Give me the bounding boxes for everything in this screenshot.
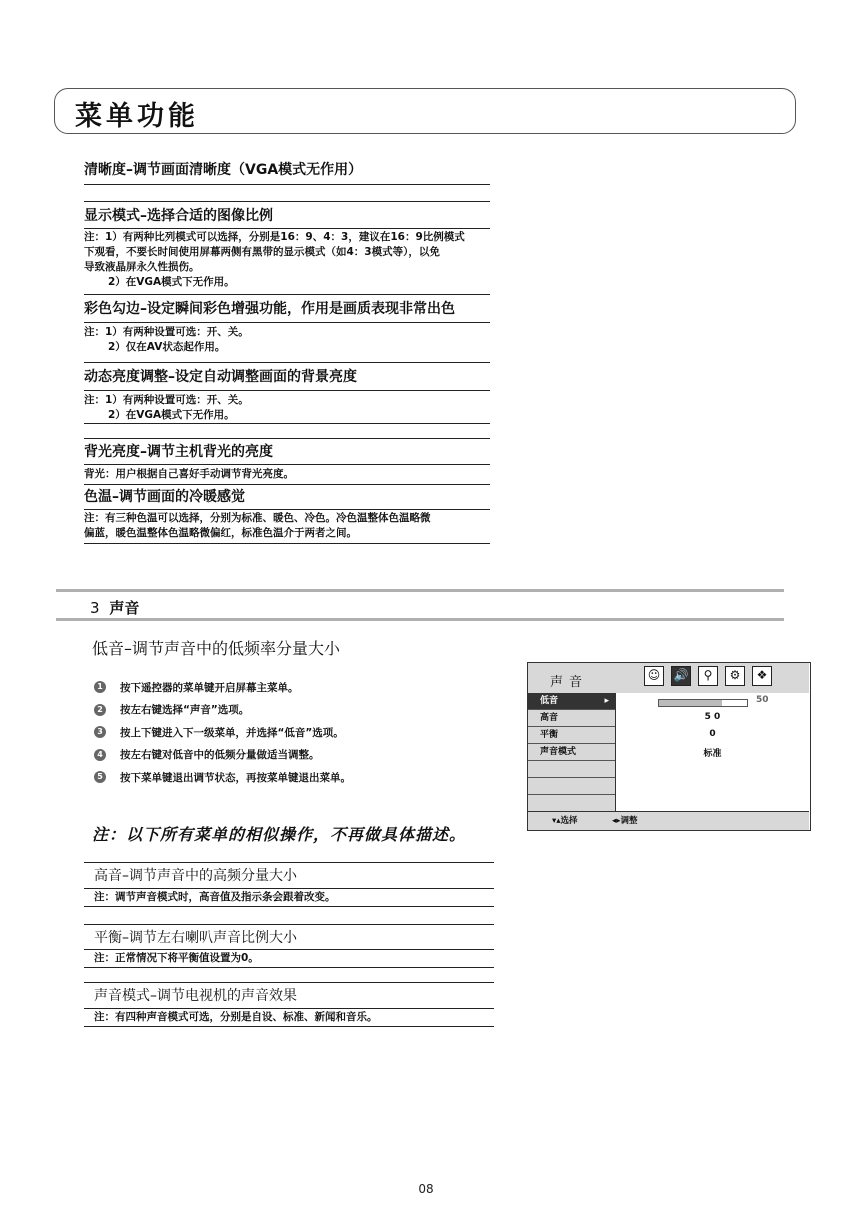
osd-bass-bar-fill <box>659 700 722 706</box>
sound-icon: 🔊 <box>671 666 691 686</box>
divider <box>84 509 490 510</box>
divider <box>84 484 490 485</box>
item-treble <box>94 866 494 886</box>
divider <box>84 294 490 295</box>
osd-row-empty <box>528 761 615 778</box>
item-balance-note <box>94 951 494 966</box>
step-item <box>94 699 351 722</box>
osd-row-empty <box>528 795 615 812</box>
step-number: 4 <box>94 749 106 761</box>
italic-note: 注：以下所有菜单的相似操作，不再做具体描述。 <box>92 825 467 844</box>
osd-bass-bar-value: 50 <box>756 695 769 705</box>
gear-icon: ⚙ <box>725 666 745 686</box>
page-title: 菜单功能 <box>75 101 199 132</box>
osd-row-bass: 低音 ▸ <box>528 693 615 710</box>
osd-title: 声音 <box>550 675 589 690</box>
item-color-edge <box>84 299 490 319</box>
item-note: 2）在VGA模式下无作用。 <box>108 276 235 288</box>
osd-sound-menu <box>527 662 811 831</box>
osd-row-treble: 高音 <box>528 710 615 727</box>
search-icon: ⚲ <box>698 666 718 686</box>
item-backlight-notes <box>84 467 490 482</box>
section-band-bottom <box>56 618 784 621</box>
item-title: 背光亮度–调节主机背光的亮度 <box>84 444 273 460</box>
divider <box>84 543 490 544</box>
step-text: 按左右键对低音中的低频分量做适当调整。 <box>120 749 320 762</box>
item-sound-mode <box>94 986 494 1006</box>
item-backlight <box>84 442 490 462</box>
divider <box>84 888 494 889</box>
item-title: 声音模式–调节电视机的声音效果 <box>94 988 297 1004</box>
item-title: 高音–调节声音中的高频分量大小 <box>94 868 297 884</box>
osd-row-empty <box>528 778 615 795</box>
section-title: 声音 <box>109 599 140 617</box>
divider <box>84 949 494 950</box>
item-note: 下观看，不要长时间使用屏幕两侧有黑带的显示模式（如4：3模式等），以免 <box>84 246 440 258</box>
item-display-mode <box>84 206 490 226</box>
item-note: 背光：用户根据自己喜好手动调节背光亮度。 <box>84 468 294 480</box>
item-dynamic-brightness-notes <box>84 393 490 423</box>
osd-footer-select: ▾▴选择 <box>552 816 578 826</box>
osd-footer <box>528 811 809 830</box>
item-note: 注：正常情况下将平衡值设置为0。 <box>94 952 259 964</box>
step-text: 按上下键进入下一级菜单，并选择“低音”选项。 <box>120 726 344 739</box>
osd-footer-adjust: ◂▸调整 <box>612 816 638 826</box>
item-note: 注：有三种色温可以选择，分别为标准、暖色、冷色。冷色温整体色温略微 <box>84 512 431 524</box>
divider <box>84 201 490 202</box>
osd-menu-list <box>528 693 616 811</box>
item-title: 动态亮度调整–设定自动调整画面的背景亮度 <box>84 369 357 385</box>
divider <box>84 228 490 229</box>
divider <box>84 438 490 439</box>
item-color-edge-notes <box>84 325 490 355</box>
item-note: 注：1）有两种比列模式可以选择，分别是16：9、4：3，建议在16：9比例模式 <box>84 231 465 243</box>
item-display-mode-notes <box>84 230 490 290</box>
item-note: 2）仅在AV状态起作用。 <box>108 341 226 353</box>
divider <box>84 924 494 925</box>
item-note: 注：调节声音模式时，高音值及指示条会跟着改变。 <box>94 891 336 903</box>
osd-row-sound-mode: 声音模式 <box>528 744 615 761</box>
page-header-box <box>54 88 796 134</box>
item-sound-mode-note <box>94 1010 494 1025</box>
diamond-icon: ❖ <box>752 666 772 686</box>
item-title: 清晰度–调节画面清晰度（VGA模式无作用） <box>84 162 363 178</box>
section-band-top <box>56 589 784 592</box>
step-item <box>94 744 351 767</box>
item-color-temp-notes <box>84 511 490 541</box>
osd-header <box>528 663 809 693</box>
divider <box>84 184 490 185</box>
item-note: 偏蓝，暖色温整体色温略微偏红，标准色温介于两者之间。 <box>84 527 357 539</box>
divider <box>84 322 490 323</box>
steps-list <box>94 676 351 789</box>
step-number: 1 <box>94 681 106 693</box>
item-note: 注：有四种声音模式可选，分别是自设、标准、新闻和音乐。 <box>94 1011 378 1023</box>
divider <box>84 390 490 391</box>
step-text: 按左右键选择“声音”选项。 <box>120 704 250 717</box>
bass-title: 低音–调节声音中的低频率分量大小 <box>92 639 341 658</box>
item-dynamic-brightness <box>84 367 490 387</box>
step-number: 3 <box>94 726 106 738</box>
picture-icon: ☺ <box>644 666 664 686</box>
item-color-temp <box>84 487 490 507</box>
item-title: 显示模式–选择合适的图像比例 <box>84 208 273 224</box>
section-number: 3 <box>90 599 100 617</box>
item-sharpness <box>84 160 490 180</box>
item-note: 2）在VGA模式下无作用。 <box>108 409 235 421</box>
item-title: 彩色勾边–设定瞬间彩色增强功能，作用是画质表现非常出色 <box>84 301 455 317</box>
item-title: 平衡–调节左右喇叭声音比例大小 <box>94 930 297 946</box>
item-note: 注：1）有两种设置可选：开、关。 <box>84 394 249 406</box>
osd-treble-value: 5 0 <box>704 712 721 722</box>
divider <box>84 982 494 983</box>
section-heading <box>90 597 139 618</box>
divider <box>84 362 490 363</box>
item-treble-note <box>94 890 494 905</box>
osd-row-balance: 平衡 <box>528 727 615 744</box>
osd-balance-value: 0 <box>709 729 716 739</box>
divider <box>84 862 494 863</box>
step-item <box>94 676 351 699</box>
step-text: 按下菜单键退出调节状态，再按菜单键退出菜单。 <box>120 771 351 784</box>
osd-icon-bar <box>644 666 779 686</box>
item-note: 注：1）有两种设置可选：开、关。 <box>84 326 249 338</box>
osd-sound-mode-value: 标准 <box>703 749 722 759</box>
divider <box>84 1026 494 1027</box>
item-note: 导致液晶屏永久性损伤。 <box>84 261 200 273</box>
page-number: 08 <box>418 1182 434 1196</box>
osd-bass-bar <box>658 699 748 707</box>
step-number: 5 <box>94 771 106 783</box>
divider <box>84 967 494 968</box>
step-text: 按下遥控器的菜单键开启屏幕主菜单。 <box>120 681 299 694</box>
divider <box>84 1008 494 1009</box>
divider <box>84 464 490 465</box>
step-item <box>94 766 351 789</box>
item-balance <box>94 928 494 948</box>
divider <box>84 423 490 424</box>
divider <box>84 906 494 907</box>
step-number: 2 <box>94 704 106 716</box>
item-title: 色温–调节画面的冷暖感觉 <box>84 489 245 505</box>
step-item <box>94 721 351 744</box>
